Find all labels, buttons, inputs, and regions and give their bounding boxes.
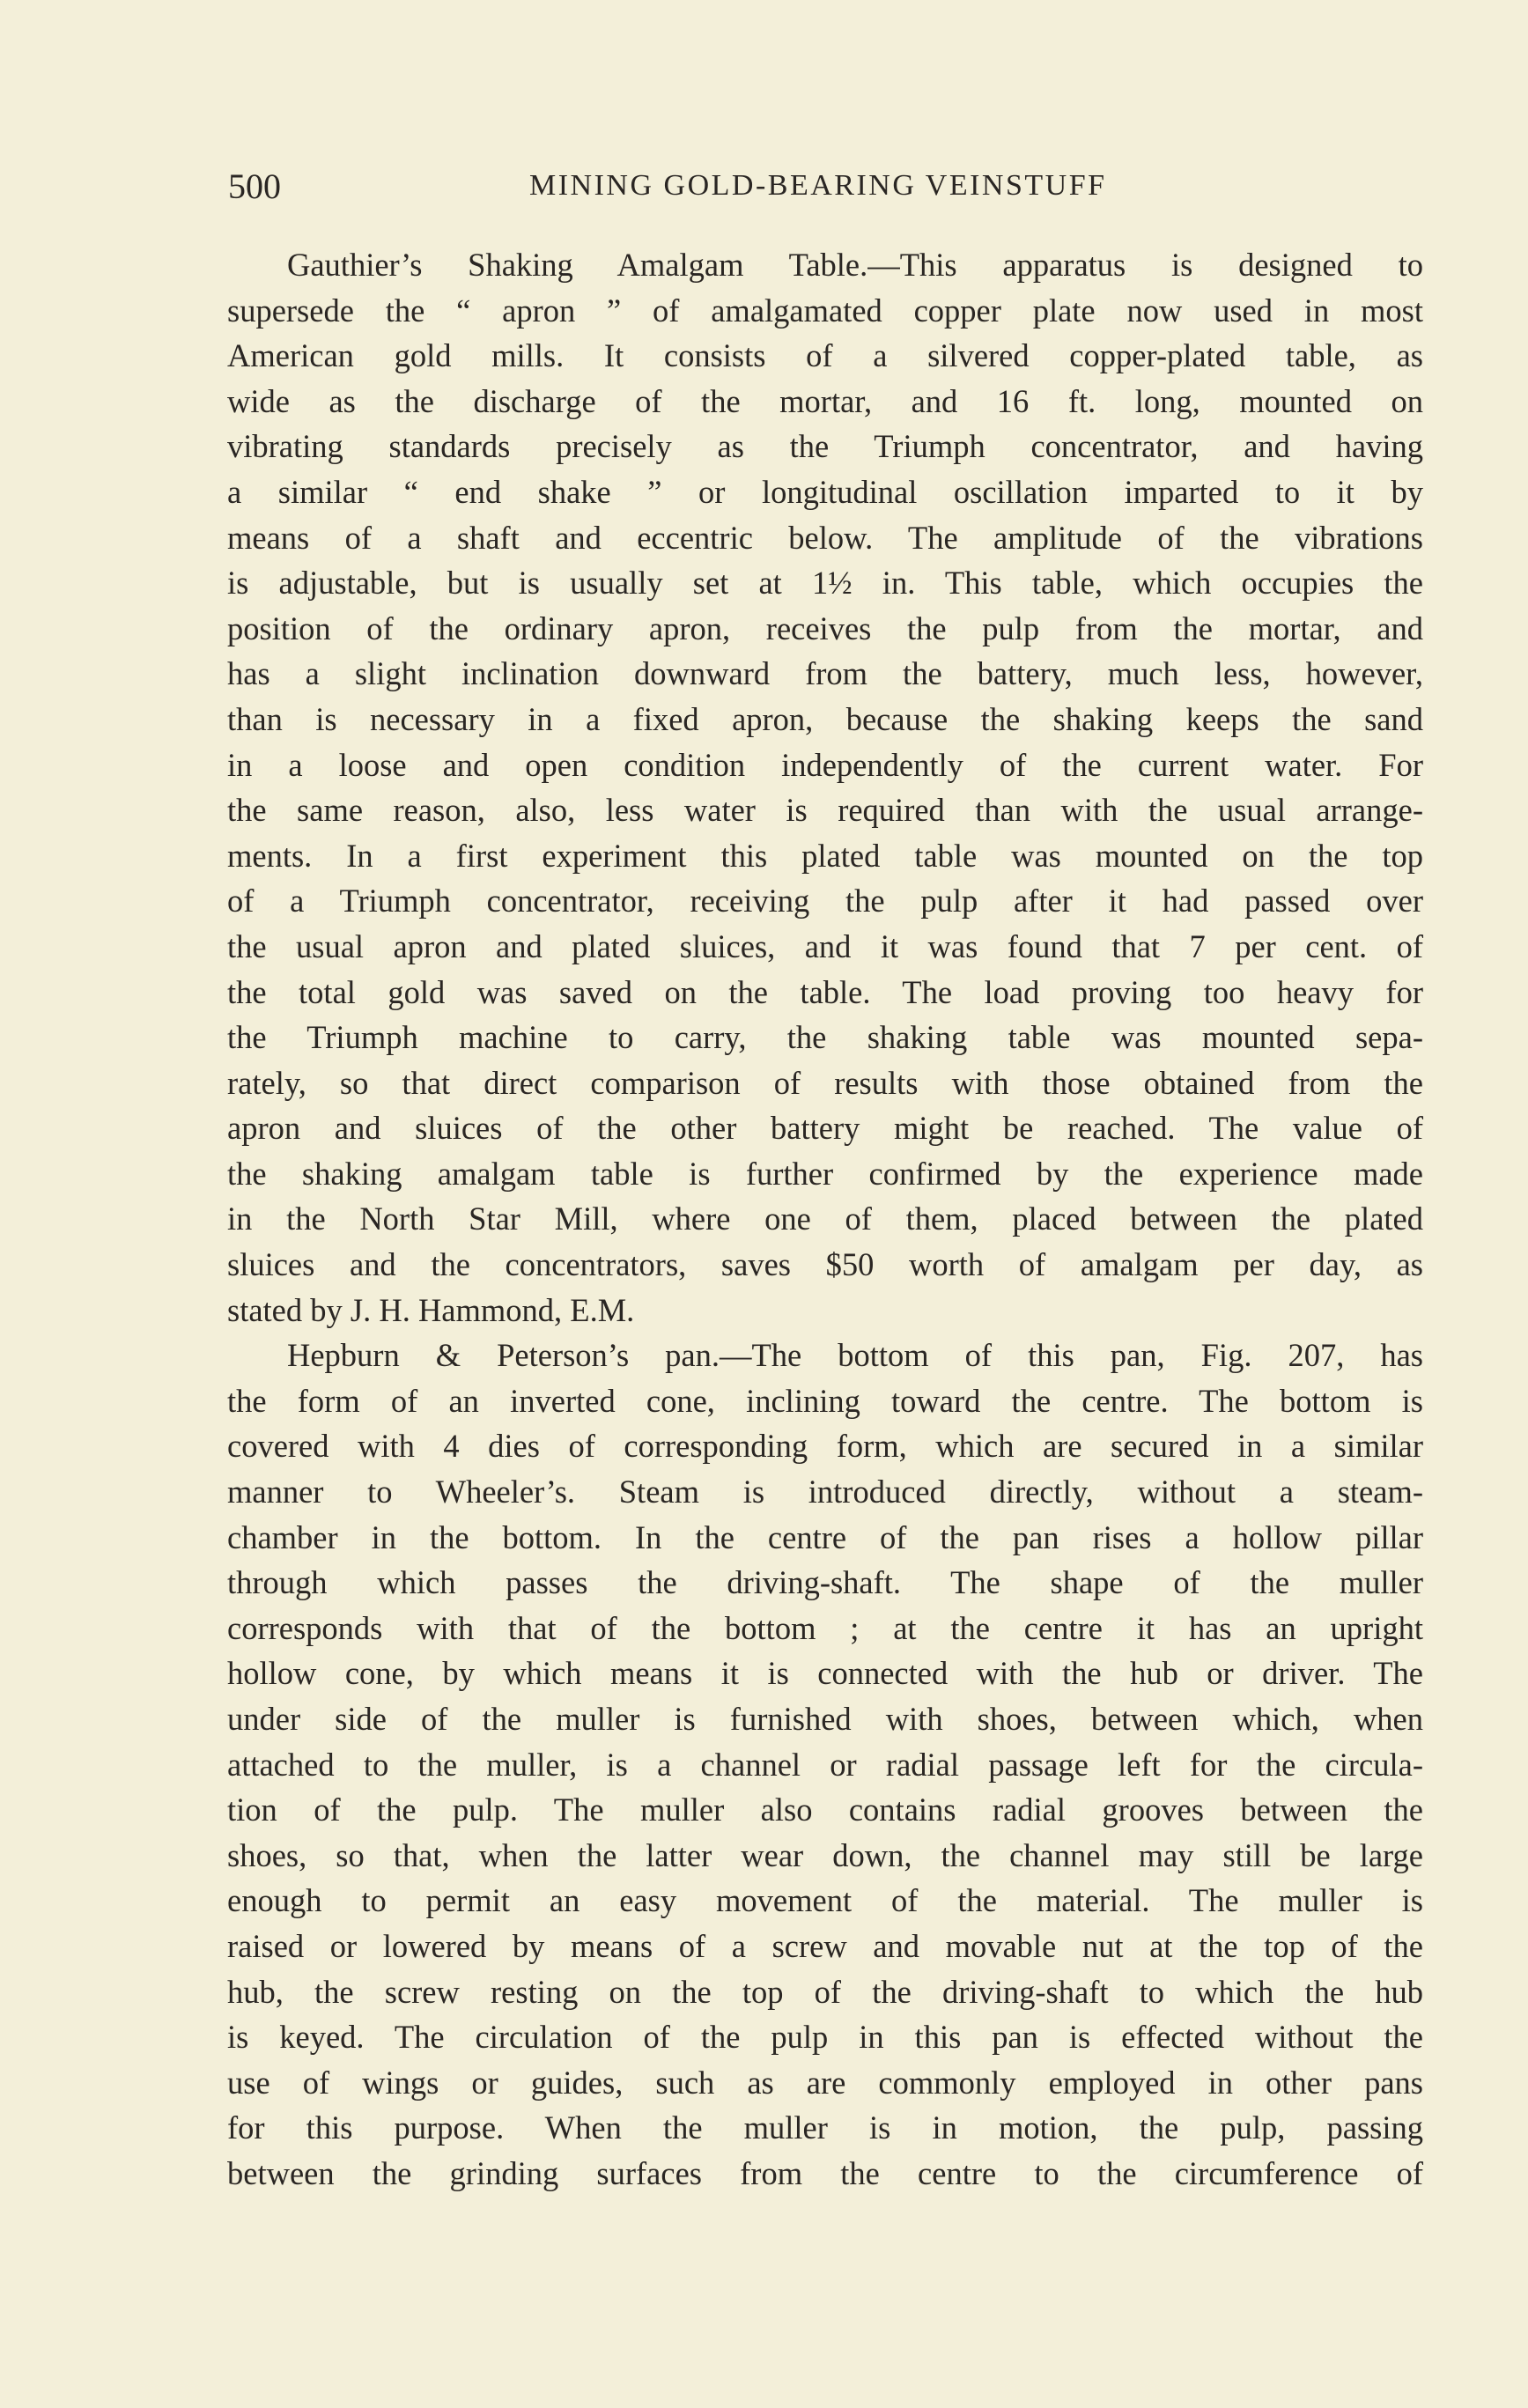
text-line: stated by J. H. Hammond, E.M.	[227, 1291, 635, 1328]
text-line: than is necessary in a fixed apron, because the shaking keeps the sand	[227, 700, 1423, 737]
text-line: shoes, so that, when the latter wear down, the channel may still be large	[227, 1836, 1423, 1873]
text-line: enough to permit an easy movement of the material. The muller is	[227, 1882, 1423, 1919]
text-line: wide as the discharge of the mortar, and 16 ft. long, mounted on	[227, 382, 1423, 419]
text-line: manner to Wheeler’s. Steam is introduced directly, without a steam-	[227, 1474, 1423, 1511]
text-line: sluices and the concentrators, saves $50 worth of amalgam per day, as	[227, 1246, 1423, 1283]
text-line: for this purpose. When the muller is in motion, the pulp, passing	[227, 2109, 1423, 2146]
body-text	[227, 242, 1423, 2197]
text-line: hollow cone, by which means it is connected with the hub or driver. The	[227, 1655, 1423, 1692]
text-line: American gold mills. It consists of a silvered copper-plated table, as	[227, 337, 1423, 374]
text-line: supersede the “ apron ” of amalgamated copper plate now used in most	[227, 292, 1423, 329]
text-line: the shaking amalgam table is further confirmed by the experience made	[227, 1155, 1423, 1192]
running-head	[228, 166, 1421, 210]
text-line: vibrating standards precisely as the Triumph concentrator, and having	[227, 428, 1423, 465]
paragraph-gauthier-amalgam-table	[227, 242, 1423, 1333]
text-line: is keyed. The circulation of the pulp in this pan is effected without the	[227, 2019, 1423, 2056]
text-line: through which passes the driving-shaft. The shape of the muller	[227, 1564, 1423, 1601]
text-line: the usual apron and plated sluices, and it was found that 7 per cent. of	[227, 927, 1423, 964]
text-line: apron and sluices of the other battery might be reached. The value of	[227, 1110, 1423, 1147]
text-line: means of a shaft and eccentric below. The amplitude of the vibrations	[227, 519, 1423, 556]
running-title: MINING GOLD-BEARING VEINSTUFF	[529, 169, 1107, 202]
text-line: corresponds with that of the bottom ; at the centre it has an upright	[227, 1609, 1423, 1646]
text-line: the total gold was saved on the table. The load proving too heavy for	[227, 973, 1423, 1010]
text-line: position of the ordinary apron, receives the pulp from the mortar, and	[227, 609, 1423, 646]
text-line: in the North Star Mill, where one of them, placed between the plated	[227, 1200, 1423, 1237]
text-line: of a Triumph concentrator, receiving the pulp after it had passed over	[227, 883, 1423, 920]
text-line: has a slight inclination downward from the battery, much less, however,	[227, 655, 1423, 692]
page-number: 500	[228, 166, 281, 206]
text-line: under side of the muller is furnished with shoes, between which, when	[227, 1701, 1423, 1737]
text-line: chamber in the bottom. In the centre of the pan rises a hollow pillar	[227, 1518, 1423, 1555]
text-line: in a loose and open condition independently of the current water. For	[227, 746, 1423, 783]
text-line: raised or lowered by means of a screw and movable nut at the top of the	[227, 1927, 1423, 1964]
text-line: Gauthier’s Shaking Amalgam Table.—This apparatus is designed to	[287, 247, 1423, 283]
text-line: between the grinding surfaces from the centre to the circumference of	[227, 2154, 1423, 2191]
text-line: hub, the screw resting on the top of the driving-shaft to which the hub	[227, 1973, 1423, 2010]
text-line: use of wings or guides, such as are commonly employed in other pans	[227, 2064, 1423, 2101]
text-line: the same reason, also, less water is required than with the usual arrange-	[227, 792, 1423, 829]
text-line: is adjustable, but is usually set at 1½ in. This table, which occupies the	[227, 565, 1423, 602]
text-line: ments. In a first experiment this plated table was mounted on the top	[227, 837, 1423, 874]
text-line: a similar “ end shake ” or longitudinal oscillation imparted to it by	[227, 473, 1423, 510]
text-line: the form of an inverted cone, inclining toward the centre. The bottom is	[227, 1382, 1423, 1419]
text-line: covered with 4 dies of corresponding form, which are secured in a similar	[227, 1428, 1423, 1465]
text-line: rately, so that direct comparison of results with those obtained from the	[227, 1064, 1423, 1101]
text-line: Hepburn & Peterson’s pan.—The bottom of this pan, Fig. 207, has	[287, 1337, 1423, 1374]
paragraph-hepburn-peterson-pan	[227, 1333, 1423, 2196]
text-line: tion of the pulp. The muller also contains radial grooves between the	[227, 1791, 1423, 1828]
text-line: attached to the muller, is a channel or radial passage left for the circula-	[227, 1746, 1423, 1783]
text-line: the Triumph machine to carry, the shaking table was mounted sepa-	[227, 1019, 1423, 1056]
